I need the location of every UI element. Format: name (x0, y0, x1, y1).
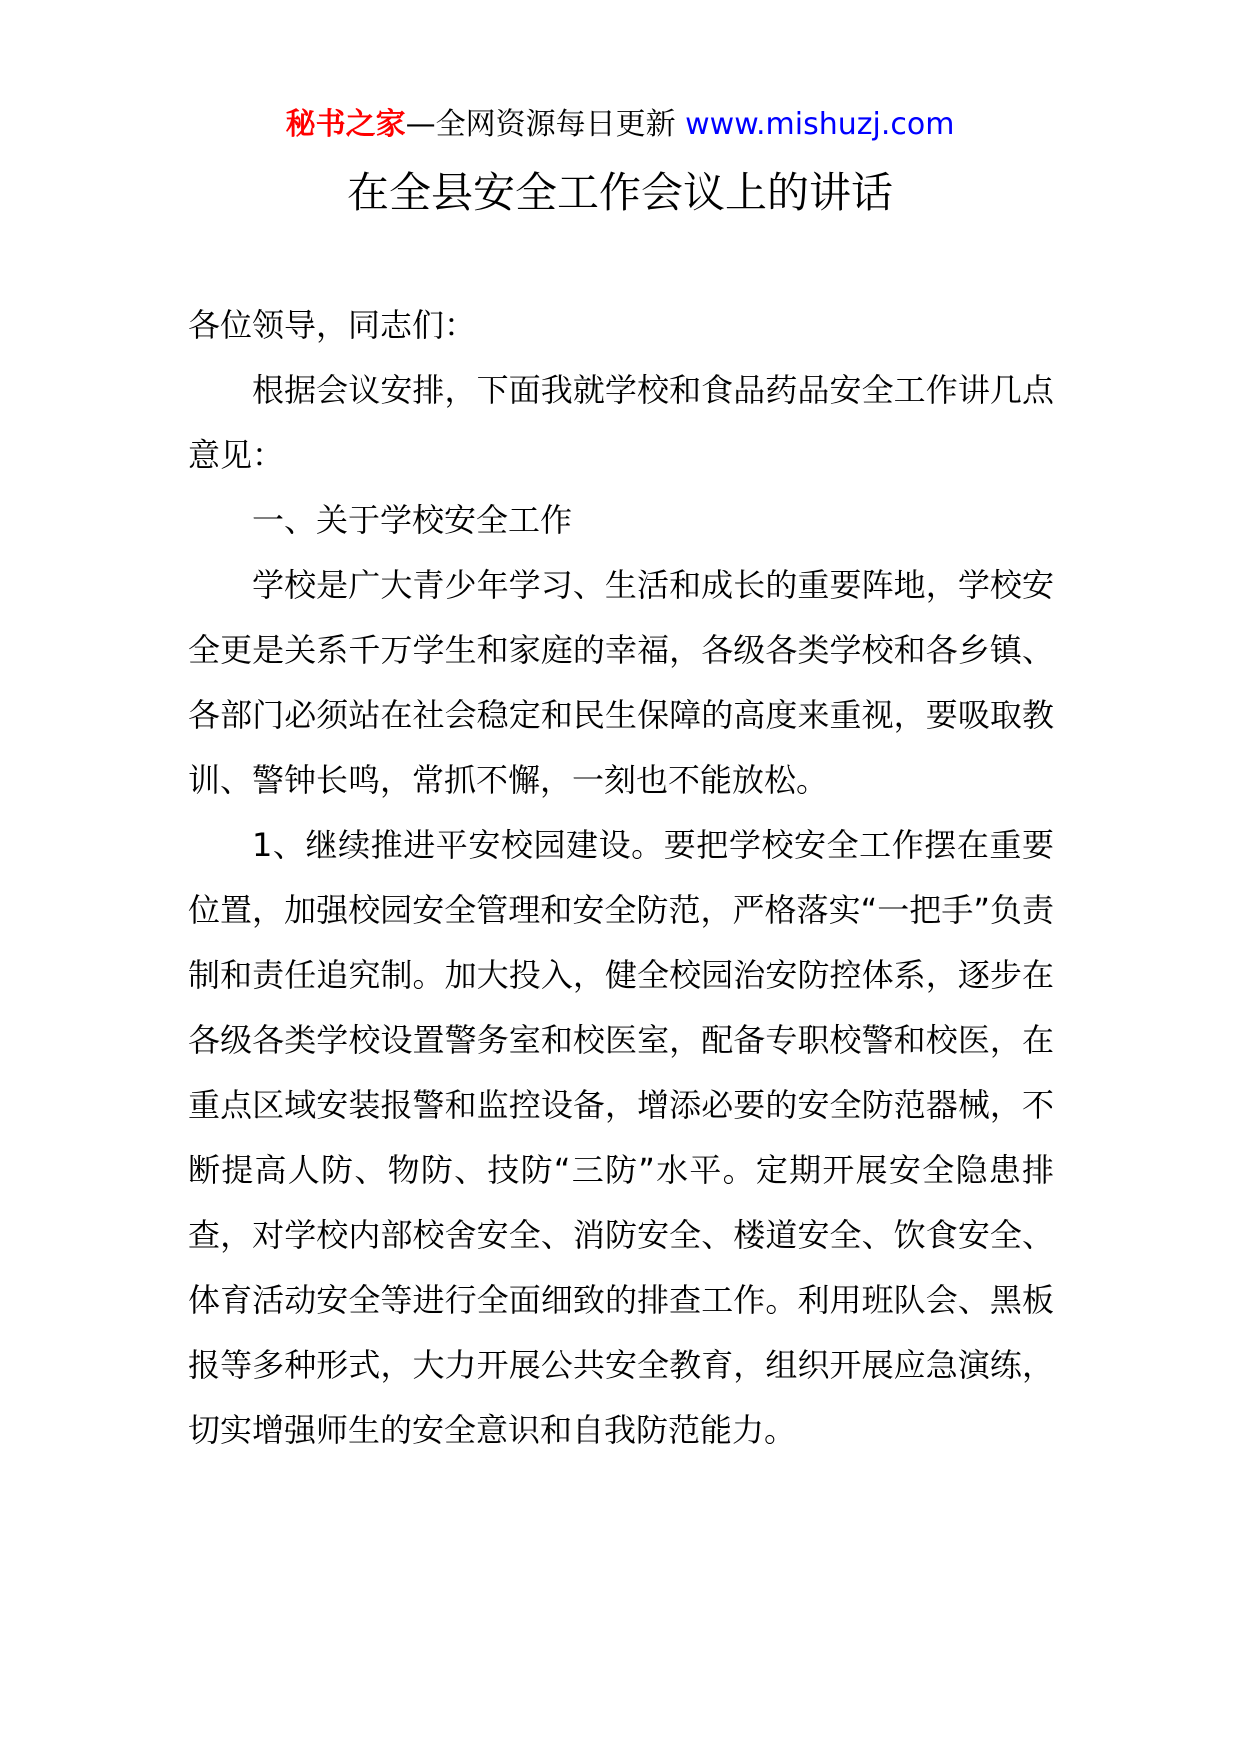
site-header (0, 98, 1240, 152)
section-heading: 一、关于学校安全工作 (252, 501, 573, 539)
header-tagline: —全网资源每日更新 (405, 107, 686, 142)
document-body (188, 293, 1054, 1463)
document-title: 在全县安全工作会议上的讲话 (346, 168, 893, 217)
section-paragraph: 学校是广大青少年学习、生活和成长的重要阵地，学校安全更是关系千万学生和家庭的幸福，各级各类学校和各乡镇、各部门必须站在社会稳定和民生保障的高度来重视，要吸取教训、警钟长鸣，常抓不懈，一刻也不能放松。 (188, 566, 1054, 799)
item-paragraph: 1、继续推进平安校园建设。要把学校安全工作摆在重要位置，加强校园安全管理和安全防范，严格落实“一把手”负责制和责任追究制。加大投入，健全校园治安防控体系，逐步在各级各类学校设置警务室和校医室，配备专职校警和校医，在重点区域安装报警和监控设备，增添必要的安全防范器械，不断提高人防、物防、技防“三防”水平。定期开展安全隐患排查，对学校内部校舍安全、消防安全、楼道安全、饮食安全、体育活动安全等进行全面细致的排查工作。利用班队会、黑板报等多种形式，大力开展公共安全教育，组织开展应急演练，切实增强师生的安全意识和自我防范能力。 (188, 826, 1054, 1449)
site-url-link[interactable]: www.mishuzj.com (685, 107, 955, 142)
intro-paragraph: 根据会议安排，下面我就学校和食品药品安全工作讲几点意见： (188, 371, 1054, 474)
brand-name: 秘书之家 (285, 107, 406, 142)
salutation: 各位领导，同志们： (188, 306, 477, 344)
